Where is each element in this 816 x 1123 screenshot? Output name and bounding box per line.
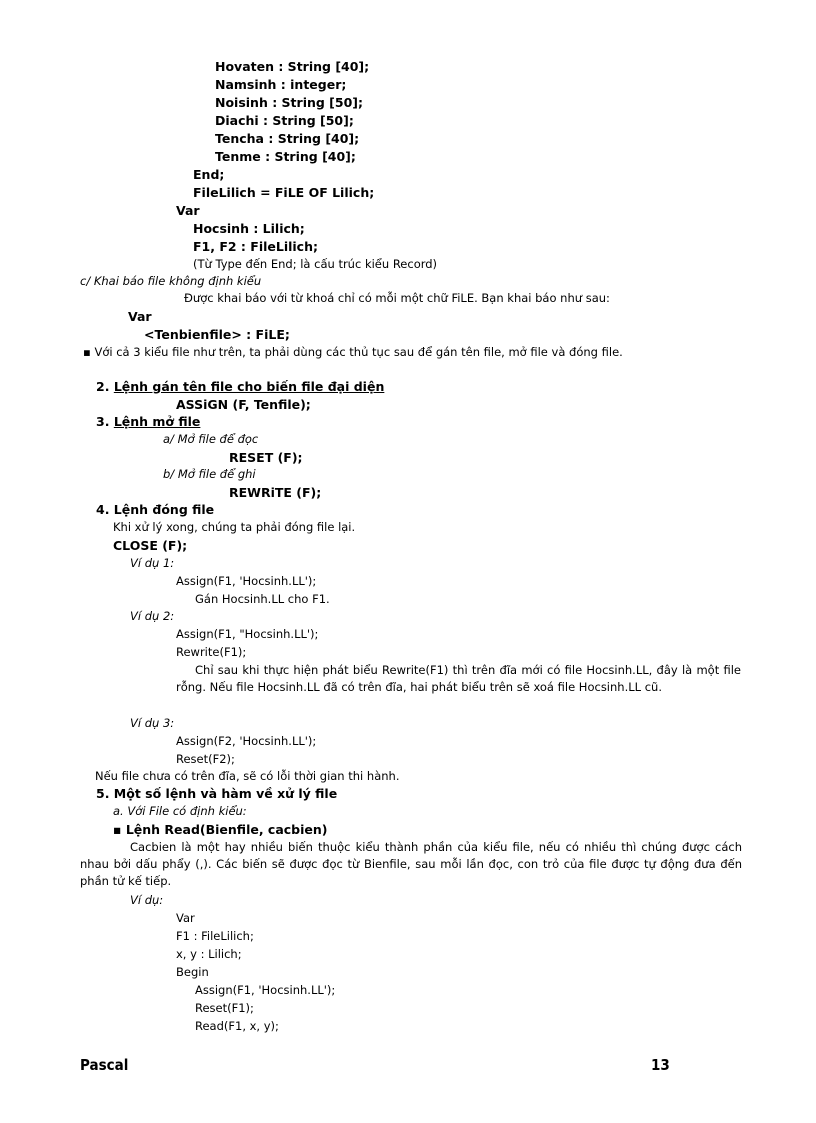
paragraph: Được khai báo với từ khoá chỉ có mỗi một chữ FiLE. Bạn khai báo như sau: — [184, 291, 610, 305]
code-line: Assign(F1, "Hocsinh.LL'); — [176, 627, 319, 641]
code-line: Tenme : String [40]; — [215, 149, 356, 164]
code-line: x, y : Lilich; — [176, 947, 242, 961]
code-line: Diachi : String [50]; — [215, 113, 354, 128]
subsection-heading: a/ Mở file để đọc — [163, 432, 259, 446]
code-line: ASSiGN (F, Tenfile); — [176, 397, 311, 412]
code-line: F1 : FileLilich; — [176, 929, 254, 943]
example-label: Ví dụ 1: — [130, 556, 175, 570]
paragraph: Chỉ sau khi thực hiện phát biểu Rewrite(F1) thì trên đĩa mới có file Hocsinh.LL, đây là một file rỗng. Nếu file Hocsinh.LL đã có trên đĩa, hai phát biểu trên sẽ xoá file Hocsinh.LL cũ. — [176, 663, 741, 694]
paragraph: Khi xử lý xong, chúng ta phải đóng file lại. — [113, 520, 356, 534]
subsection-heading: a. Với File có định kiểu: — [113, 804, 247, 818]
section-heading: 4. Lệnh đóng file — [96, 502, 215, 517]
section-heading: 5. Một số lệnh và hàm về xử lý file — [96, 786, 338, 801]
example-label: Ví dụ 2: — [130, 609, 175, 623]
code-line: FileLilich = FiLE OF Lilich; — [193, 185, 375, 200]
code-line: REWRiTE (F); — [229, 485, 322, 500]
bullet-paragraph: ▪ Với cả 3 kiểu file như trên, ta phải dùng các thủ tục sau để gán tên file, mở file và đóng file. — [83, 345, 623, 359]
code-line: Var — [176, 203, 200, 218]
subsection-heading: b/ Mở file để ghi — [163, 467, 256, 481]
example-label: Ví dụ 3: — [130, 716, 175, 730]
section-number: 3. — [96, 414, 110, 429]
code-line: Tencha : String [40]; — [215, 131, 360, 146]
code-line: Hocsinh : Lilich; — [193, 221, 305, 236]
code-line: Assign(F1, 'Hocsinh.LL'); — [195, 983, 336, 997]
code-line: Assign(F2, 'Hocsinh.LL'); — [176, 734, 317, 748]
section-heading — [96, 413, 200, 430]
code-line: Begin — [176, 965, 209, 979]
section-number: 2. — [96, 379, 110, 394]
section-title: Lệnh gán tên file cho biến file đại diện — [113, 379, 385, 394]
paragraph: Gán Hocsinh.LL cho F1. — [195, 592, 330, 606]
code-line: Namsinh : integer; — [215, 77, 347, 92]
footer-title: Pascal — [80, 1056, 129, 1074]
code-line: End; — [193, 167, 225, 182]
code-line: Assign(F1, 'Hocsinh.LL'); — [176, 574, 317, 588]
page-number: 13 — [651, 1056, 670, 1074]
code-line: Reset(F2); — [176, 752, 235, 766]
section-title: Lệnh mở file — [113, 414, 201, 429]
paragraph: Nếu file chưa có trên đĩa, sẽ có lỗi thời gian thi hành. — [95, 769, 400, 783]
paragraph: Cacbien là một hay nhiều biến thuộc kiểu thành phần của kiểu file, nếu có nhiều thì chúng được cách nhau bởi dấu phẩy (,). Các biến sẽ được đọc từ Bienfile, sau mỗi lần đọc, con trỏ của file được tự động đưa đến phần tử kế tiếp. — [80, 840, 742, 888]
code-line: <Tenbienfile> : FiLE; — [144, 327, 290, 342]
note-text: (Từ Type đến End; là cấu trúc kiểu Record) — [193, 257, 438, 271]
bullet-heading: ▪ Lệnh Read(Bienfile, cacbien) — [113, 822, 328, 837]
code-line: F1, F2 : FileLilich; — [193, 239, 318, 254]
code-line: Var — [176, 911, 195, 925]
code-line: Hovaten : String [40]; — [215, 59, 370, 74]
code-line: CLOSE (F); — [113, 538, 188, 553]
code-line: Rewrite(F1); — [176, 645, 247, 659]
code-line: Read(F1, x, y); — [195, 1019, 279, 1033]
code-line: Noisinh : String [50]; — [215, 95, 364, 110]
subsection-heading: c/ Khai báo file không định kiểu — [80, 274, 262, 288]
code-line: Var — [128, 309, 152, 324]
code-line: RESET (F); — [229, 450, 303, 465]
code-line: Reset(F1); — [195, 1001, 254, 1015]
example-label: Ví dụ: — [130, 893, 164, 907]
section-heading — [96, 378, 384, 395]
